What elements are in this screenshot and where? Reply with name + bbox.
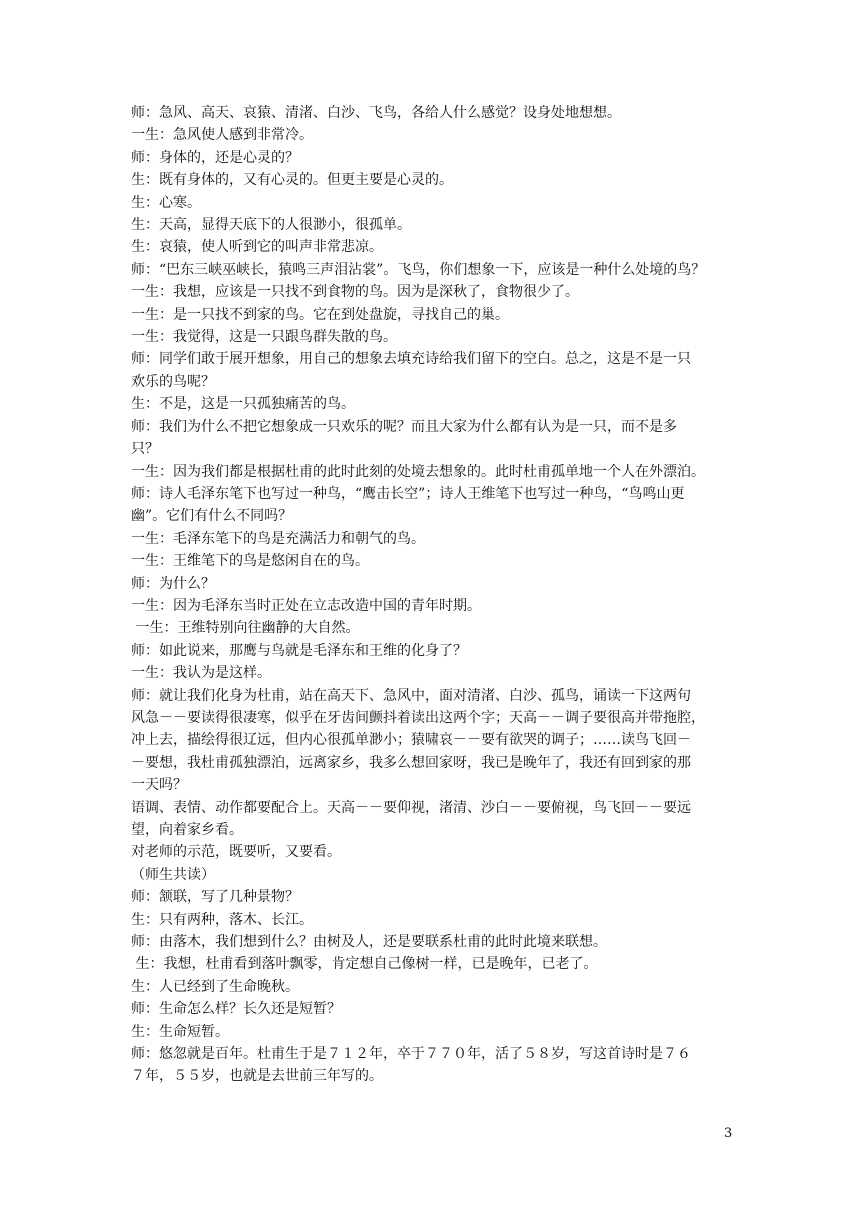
page-number: 3: [724, 1126, 733, 1141]
text-line: 望，向着家乡看。: [131, 822, 243, 838]
text-line: 生：哀猿，使人听到它的叫声非常悲凉。: [131, 239, 383, 256]
text-line: 一生：我觉得，这是一只跟鸟群失散的鸟。: [131, 329, 397, 346]
text-line: 一生：急风使人感到非常冷。: [131, 127, 313, 144]
text-line: 生：心寒。: [131, 194, 201, 211]
text-line: 师：急风、高天、哀猿、清渚、白沙、飞鸟，各给人什么感觉？设身处地想想。: [131, 105, 621, 121]
document-body: [131, 102, 741, 1088]
text-line: 师：“巴东三峡巫峡长，猿鸣三声泪沾裳”。飞鸟，你们想象一下，应该是一种什么处境的鸟？: [131, 261, 706, 278]
text-line: 生：天高，显得天底下的人很渺小，很孤单。: [131, 217, 411, 234]
text-line: 生：不是，这是一只孤独痛苦的鸟。: [131, 396, 355, 413]
text-line: 师：同学们敢于展开想象，用自己的想象去填充诗给我们留下的空白。总之，这是不是一只: [131, 351, 691, 368]
text-line: 师：就让我们化身为杜甫，站在高天下、急风中，面对清渚、白沙、孤鸟，诵读一下这两句: [131, 687, 691, 704]
text-line: 语调、表情、动作都要配合上。天高－－要仰视，渚清、沙白－－要俯视，鸟飞回－－要远: [131, 799, 691, 816]
text-line: ７年，５５岁，也就是去世前三年写的。: [131, 1068, 383, 1085]
text-line: 师：我们为什么不把它想象成一只欢乐的呢？而且大家为什么都有认为是一只，而不是多: [131, 418, 677, 435]
text-line: 对老师的示范，既要听，又要看。: [131, 844, 341, 861]
text-line: 师：由落木，我们想到什么？由树及人，还是要联系杜甫的此时此境来联想。: [131, 934, 607, 951]
text-line: 风急－－要读得很凄寒，似乎在牙齿间颤抖着读出这两个字；天高－－调子要很高并带拖腔，: [131, 709, 705, 726]
text-line: 生：生命短暂。: [131, 1023, 229, 1040]
text-line: 欢乐的鸟呢？: [131, 373, 215, 390]
text-line: 师：如此说来，那鹰与鸟就是毛泽东和王维的化身了？: [131, 642, 467, 659]
text-line: 一生：我认为是这样。: [131, 665, 271, 682]
text-line: 师：悠忽就是百年。杜甫生于是７１２年，卒于７７０年，活了５８岁，写这首诗时是７６: [131, 1046, 691, 1063]
text-line: 生：只有两种，落木、长江。: [131, 911, 313, 928]
text-line: 生：人已经到了生命晚秋。: [131, 978, 299, 995]
text-line: 一生：王维特别向往幽静的大自然。: [131, 620, 360, 637]
text-line: 一生：我想，应该是一只找不到食物的鸟。因为是深秋了，食物很少了。: [131, 284, 579, 301]
text-line: 生：我想，杜甫看到落叶飘零，肯定想自己像树一样，已是晚年，已老了。: [131, 956, 598, 973]
text-line: 一生：是一只找不到家的鸟。它在到处盘旋，寻找自己的巢。: [131, 306, 509, 323]
text-line: （师生共读）: [131, 866, 215, 883]
text-line: 师：生命怎么样？长久还是短暂？: [131, 1001, 341, 1018]
text-line: 一天吗？: [131, 777, 187, 794]
text-line: 师：为什么？: [131, 575, 215, 592]
text-line: 一生：毛泽东笔下的鸟是充满活力和朝气的鸟。: [131, 530, 425, 547]
text-line: 幽”。它们有什么不同吗？: [131, 508, 293, 525]
text-line: 师：颔联，写了几种景物？: [131, 889, 299, 906]
text-line: 师：身体的，还是心灵的？: [131, 149, 299, 166]
text-line: 一生：因为毛泽东当时正处在立志改造中国的青年时期。: [131, 597, 481, 614]
text-line: 生：既有身体的，又有心灵的。但更主要是心灵的。: [131, 172, 453, 189]
text-line: 冲上去，描绘得很辽远，但内心很孤单渺小；猿啸哀－－要有欲哭的调子；……读鸟飞回－: [131, 732, 691, 749]
text-line: －要想，我杜甫孤独漂泊，远离家乡，我多么想回家呀，我已是晚年了，我还有回到家的那: [131, 754, 691, 771]
text-line: 只？: [131, 441, 159, 458]
text-line: 一生：因为我们都是根据杜甫的此时此刻的处境去想象的。此时杜甫孤单地一个人在外漂泊。: [131, 463, 705, 480]
text-line: 师：诗人毛泽东笔下也写过一种鸟，“鹰击长空”；诗人王维笔下也写过一种鸟，“鸟鸣山更: [131, 485, 685, 502]
text-line: 一生：王维笔下的鸟是悠闲自在的鸟。: [131, 553, 369, 570]
